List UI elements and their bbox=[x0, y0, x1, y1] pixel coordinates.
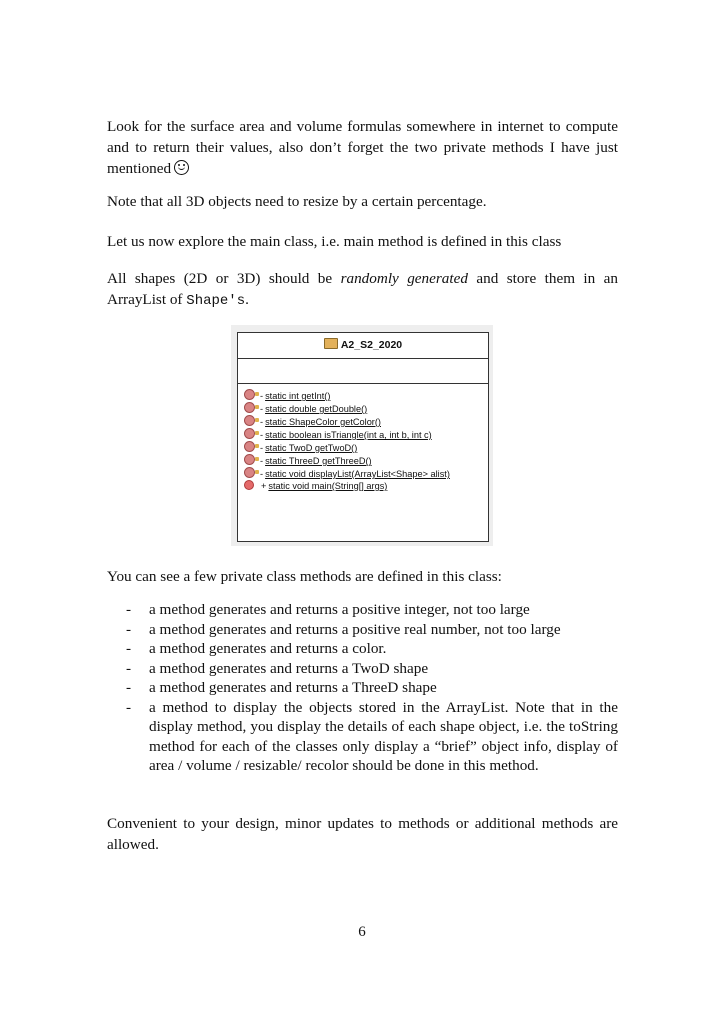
private-method-icon bbox=[244, 441, 255, 452]
list-item: - a method generates and returns a ThreeD shape bbox=[126, 679, 437, 696]
uml-class-title: A2_S2_2020 bbox=[238, 333, 488, 359]
private-method-icon bbox=[244, 389, 255, 400]
class-icon bbox=[324, 338, 338, 349]
list-item: - a method generates and returns a TwoD shape bbox=[126, 659, 429, 677]
public-method-icon bbox=[244, 480, 254, 490]
paragraph-random-shapes: All shapes (2D or 3D) should be randomly generated and store them in an ArrayList of Shape's. bbox=[107, 270, 618, 309]
list-item: - a method generates and returns a positive integer, not too large bbox=[126, 601, 530, 618]
list-item: - a method generates and returns a positive real number, not too large bbox=[126, 620, 561, 638]
private-method-icon bbox=[244, 402, 255, 413]
uml-method: - static ThreeD getThreeD() bbox=[238, 454, 488, 467]
private-method-icon bbox=[244, 467, 255, 478]
private-method-icon bbox=[244, 454, 255, 465]
code-shape: Shape's bbox=[186, 293, 246, 309]
uml-method: - static void displayList(ArrayList<Shape> alist) bbox=[238, 467, 488, 480]
uml-methods-compartment bbox=[238, 384, 488, 493]
paragraph-formulas: Look for the surface area and volume formulas somewhere in internet to compute and to return their values, also don’t forget the two private methods I have just mentioned bbox=[107, 118, 618, 177]
uml-fields-compartment bbox=[238, 359, 488, 384]
uml-method: - static TwoD getTwoD() bbox=[238, 441, 488, 454]
paragraph-resize: Note that all 3D objects need to resize by a certain percentage. bbox=[107, 193, 487, 210]
paragraph-private-methods: You can see a few private class methods are defined in this class: bbox=[107, 568, 502, 585]
uml-class-diagram bbox=[231, 325, 493, 546]
uml-method: - static double getDouble() bbox=[238, 402, 488, 415]
page-number: 6 bbox=[358, 924, 366, 940]
private-method-icon bbox=[244, 415, 255, 426]
paragraph-convenient: Convenient to your design, minor updates to methods or additional methods are allowed. bbox=[107, 815, 618, 853]
paragraph-main-class: Let us now explore the main class, i.e. main method is defined in this class bbox=[107, 233, 562, 250]
uml-method: - static boolean isTriangle(int a, int b, int c) bbox=[238, 428, 488, 441]
uml-method: - static ShapeColor getColor() bbox=[238, 415, 488, 428]
list-item: - a method to display the objects stored in the ArrayList. Note that in the display method, you display the details of each shape object, i.e. the toString method for each of the classes only display a “brief” object info, display of area / volume / resizable/ recolor should be done in this method. bbox=[126, 698, 618, 774]
uml-method: - static int getInt() bbox=[238, 389, 488, 402]
list-item: - a method generates and returns a color. bbox=[126, 640, 387, 657]
bullet-list bbox=[107, 600, 618, 776]
smiley-icon bbox=[174, 160, 189, 175]
uml-class-box bbox=[237, 332, 489, 542]
private-method-icon bbox=[244, 428, 255, 439]
uml-method: + static void main(String[] args) bbox=[238, 480, 488, 493]
